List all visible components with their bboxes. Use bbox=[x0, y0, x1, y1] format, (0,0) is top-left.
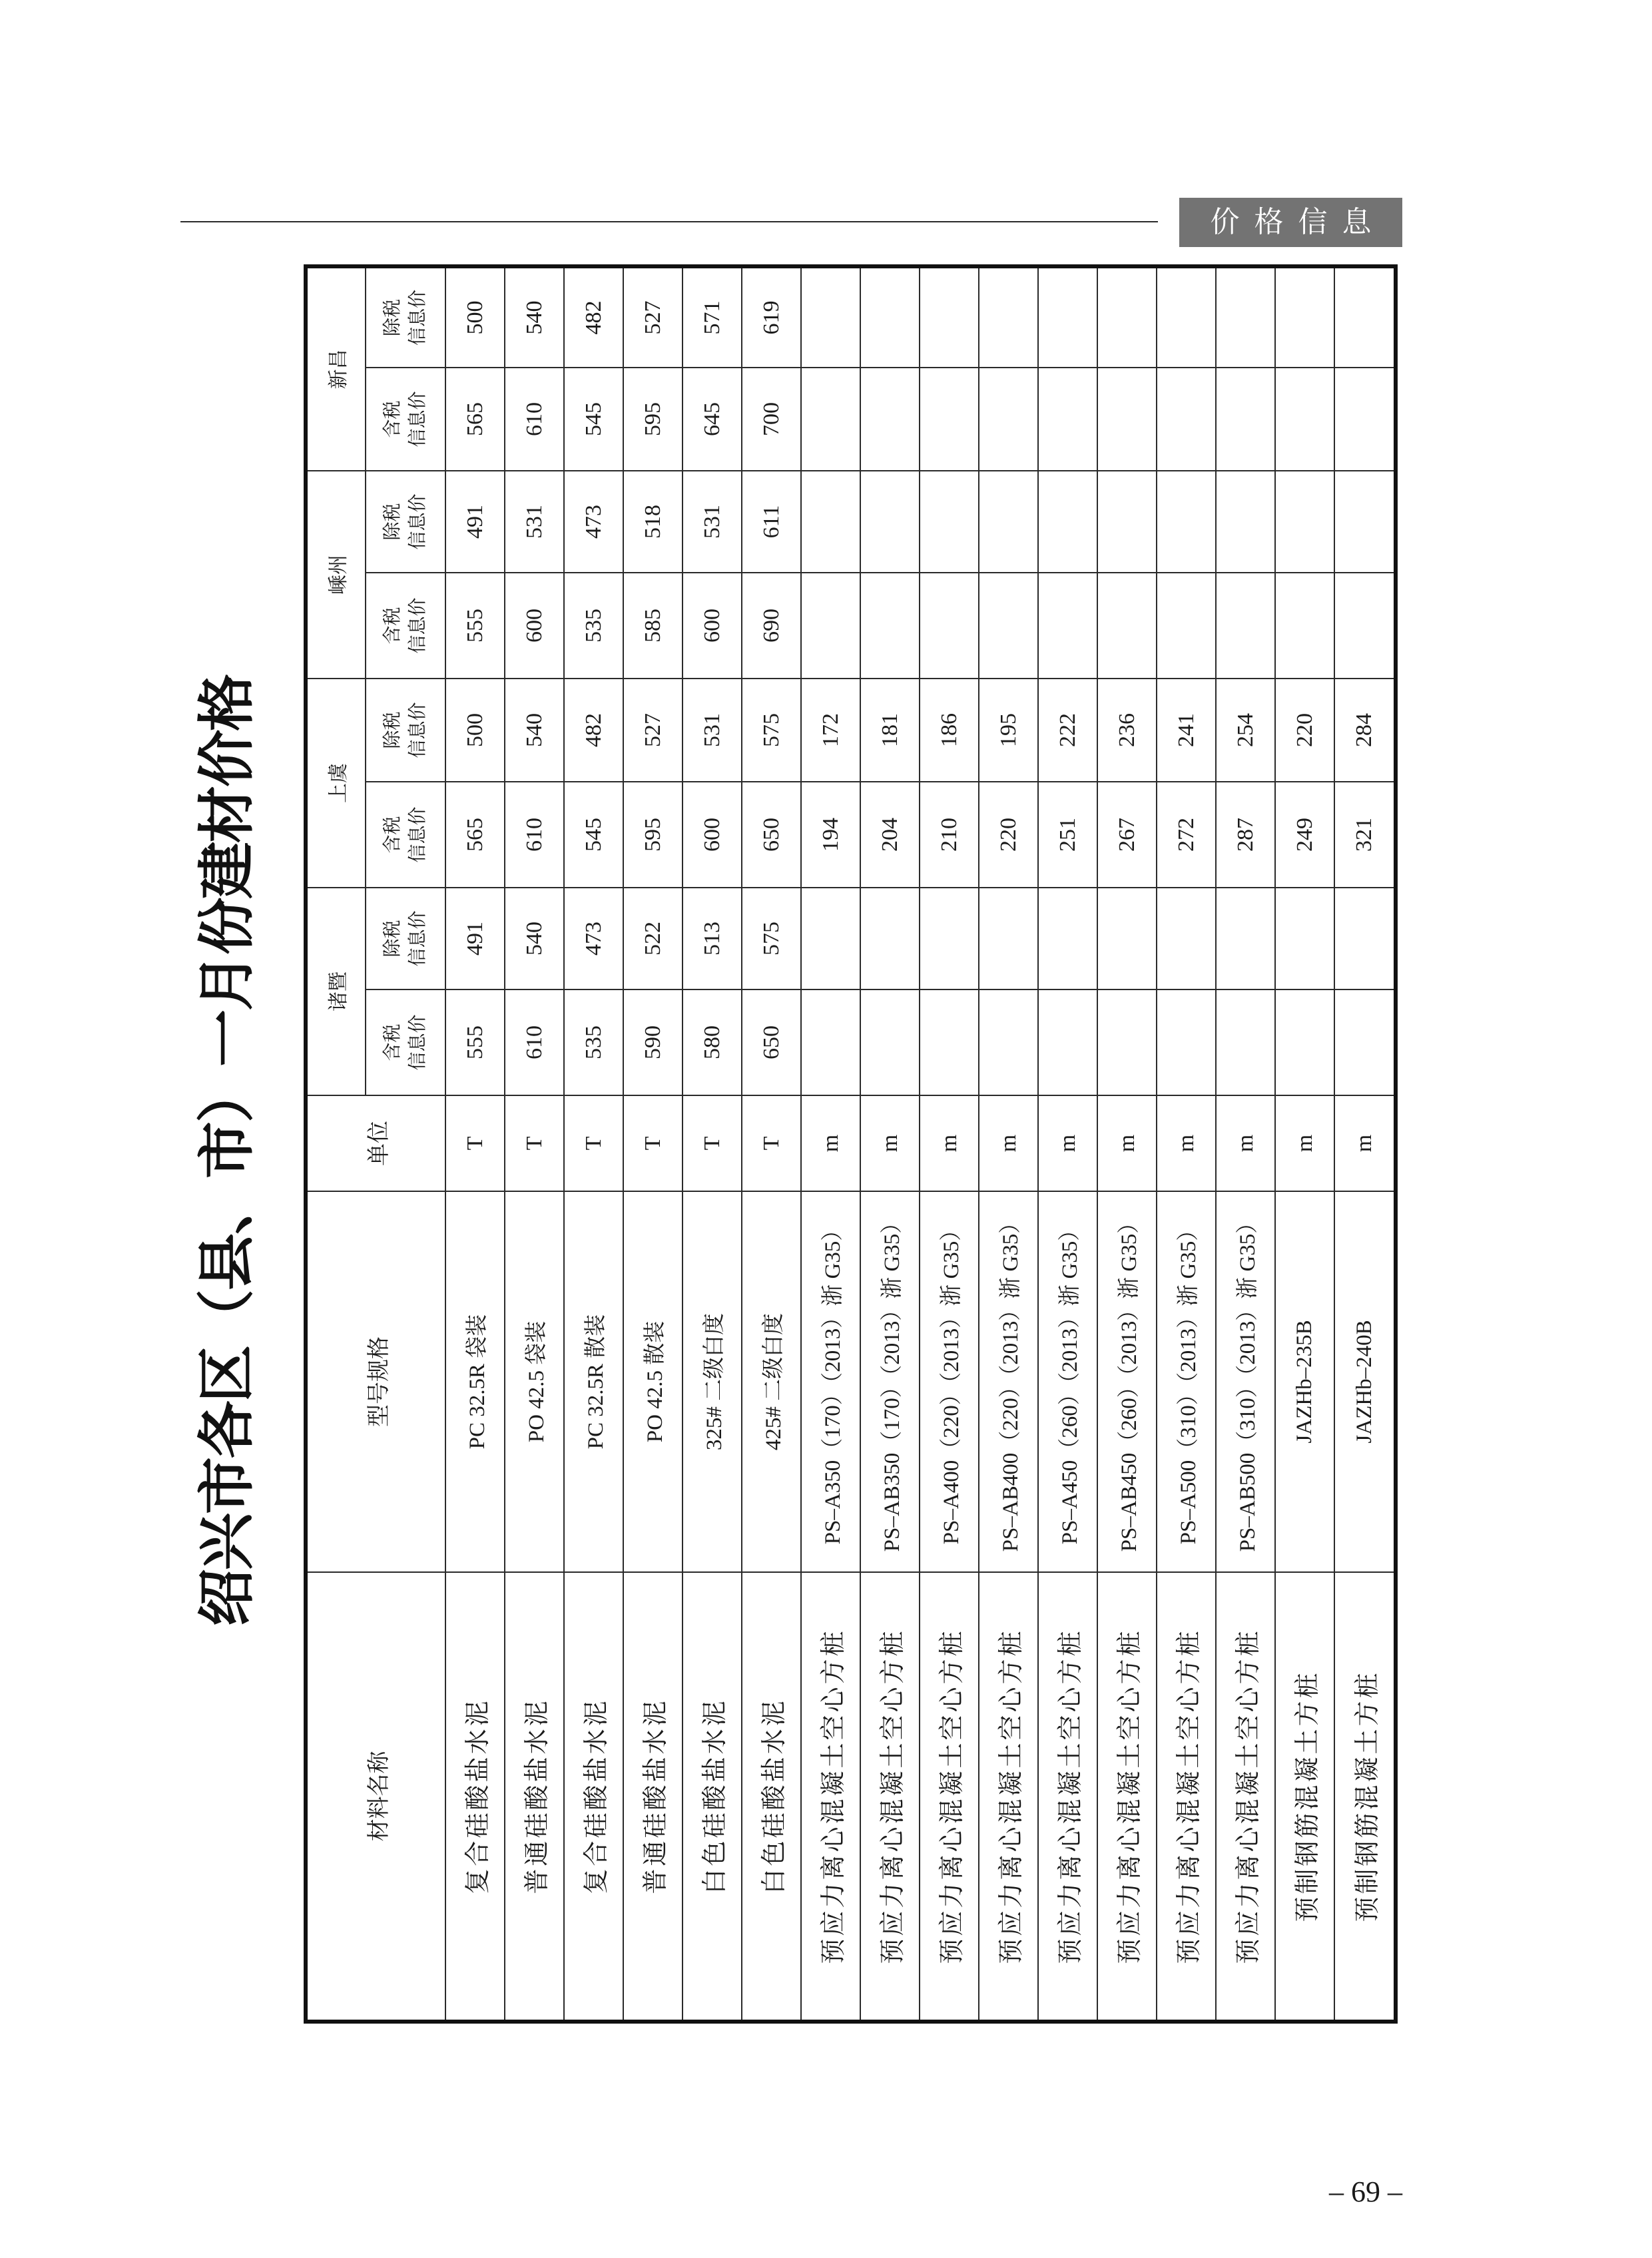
price-cell-xinchang-tax-excluded: 571 bbox=[683, 268, 742, 368]
price-cell-shangyu-tax-included: 595 bbox=[623, 782, 683, 888]
column-header-material-name: 材料名称 bbox=[308, 1572, 445, 2020]
price-cell-zhuji-tax-excluded: 491 bbox=[445, 888, 505, 989]
price-cell-shengzhou-tax-excluded bbox=[1097, 471, 1157, 573]
price-cell-shengzhou-tax-excluded: 531 bbox=[683, 471, 742, 573]
price-cell-xinchang-tax-included: 595 bbox=[623, 368, 683, 471]
price-cell-shangyu-tax-excluded: 531 bbox=[683, 679, 742, 782]
table-row bbox=[623, 268, 683, 2020]
unit-cell: m bbox=[1097, 1095, 1157, 1191]
price-cell-shangyu-tax-excluded: 241 bbox=[1157, 679, 1216, 782]
price-cell-shangyu-tax-excluded: 284 bbox=[1334, 679, 1394, 782]
price-cell-xinchang-tax-included bbox=[920, 368, 979, 471]
region-header-xinchang: 新昌 bbox=[308, 268, 366, 471]
price-cell-xinchang-tax-excluded bbox=[1216, 268, 1275, 368]
table-row bbox=[445, 268, 505, 2020]
price-cell-zhuji-tax-excluded bbox=[1216, 888, 1275, 989]
material-name-cell: 预应力离心混凝土空心方桩 bbox=[979, 1572, 1038, 2020]
spec-cell: JAZHb–240B bbox=[1334, 1191, 1394, 1572]
price-cell-shengzhou-tax-excluded bbox=[1334, 471, 1394, 573]
price-cell-shangyu-tax-included: 194 bbox=[801, 782, 860, 888]
spec-cell: 325# 二级白度 bbox=[683, 1191, 742, 1572]
price-cell-xinchang-tax-excluded: 619 bbox=[742, 268, 801, 368]
price-cell-xinchang-tax-excluded bbox=[801, 268, 860, 368]
price-cell-zhuji-tax-included: 610 bbox=[505, 989, 564, 1095]
table-row bbox=[1097, 268, 1157, 2020]
price-cell-zhuji-tax-excluded: 513 bbox=[683, 888, 742, 989]
price-cell-shangyu-tax-included: 321 bbox=[1334, 782, 1394, 888]
price-cell-zhuji-tax-excluded bbox=[1038, 888, 1097, 989]
price-cell-shengzhou-tax-included bbox=[1334, 573, 1394, 679]
subheader-line: 含税 bbox=[382, 400, 403, 438]
subheader-tax-excluded bbox=[366, 679, 445, 782]
subheader-tax-excluded bbox=[366, 888, 445, 989]
price-cell-zhuji-tax-excluded bbox=[1334, 888, 1394, 989]
table-row bbox=[801, 268, 860, 2020]
table-row bbox=[505, 268, 564, 2020]
unit-cell: T bbox=[683, 1095, 742, 1191]
table-row bbox=[1038, 268, 1097, 2020]
price-cell-zhuji-tax-excluded bbox=[979, 888, 1038, 989]
unit-cell: T bbox=[564, 1095, 623, 1191]
price-cell-shangyu-tax-excluded: 540 bbox=[505, 679, 564, 782]
price-cell-shangyu-tax-excluded: 500 bbox=[445, 679, 505, 782]
price-cell-shangyu-tax-included: 251 bbox=[1038, 782, 1097, 888]
price-cell-xinchang-tax-included: 545 bbox=[564, 368, 623, 471]
unit-cell: m bbox=[1275, 1095, 1334, 1191]
material-name-cell: 预应力离心混凝土空心方桩 bbox=[920, 1572, 979, 2020]
subheader-tax-included bbox=[366, 989, 445, 1095]
subheader-line: 信息价 bbox=[408, 493, 428, 550]
price-table bbox=[304, 264, 1398, 2024]
price-cell-shengzhou-tax-included bbox=[1038, 573, 1097, 679]
price-cell-xinchang-tax-excluded bbox=[1097, 268, 1157, 368]
price-cell-zhuji-tax-included: 535 bbox=[564, 989, 623, 1095]
spec-cell: PS–AB500（310）（2013）浙 G35） bbox=[1216, 1191, 1275, 1572]
subheader-line: 除税 bbox=[382, 711, 403, 749]
price-cell-zhuji-tax-excluded bbox=[801, 888, 860, 989]
price-cell-xinchang-tax-included: 645 bbox=[683, 368, 742, 471]
material-name-cell: 预制钢筋混凝土方桩 bbox=[1334, 1572, 1394, 2020]
price-cell-xinchang-tax-excluded: 500 bbox=[445, 268, 505, 368]
price-cell-shengzhou-tax-excluded bbox=[1038, 471, 1097, 573]
unit-cell: m bbox=[860, 1095, 920, 1191]
price-cell-shengzhou-tax-excluded bbox=[920, 471, 979, 573]
subheader-tax-included bbox=[366, 573, 445, 679]
price-cell-shangyu-tax-included: 204 bbox=[860, 782, 920, 888]
price-cell-xinchang-tax-excluded bbox=[860, 268, 920, 368]
price-cell-zhuji-tax-excluded: 575 bbox=[742, 888, 801, 989]
subheader-line: 信息价 bbox=[408, 702, 428, 758]
price-cell-shangyu-tax-included: 545 bbox=[564, 782, 623, 888]
table-row bbox=[979, 268, 1038, 2020]
price-cell-zhuji-tax-included: 650 bbox=[742, 989, 801, 1095]
price-cell-xinchang-tax-excluded: 540 bbox=[505, 268, 564, 368]
price-cell-zhuji-tax-included bbox=[860, 989, 920, 1095]
price-cell-xinchang-tax-excluded bbox=[1275, 268, 1334, 368]
price-cell-shengzhou-tax-included: 600 bbox=[683, 573, 742, 679]
price-cell-zhuji-tax-included bbox=[1038, 989, 1097, 1095]
price-cell-xinchang-tax-excluded bbox=[1334, 268, 1394, 368]
material-name-cell: 预应力离心混凝土空心方桩 bbox=[1038, 1572, 1097, 2020]
price-cell-zhuji-tax-included bbox=[1275, 989, 1334, 1095]
price-cell-zhuji-tax-excluded: 473 bbox=[564, 888, 623, 989]
price-cell-xinchang-tax-included bbox=[1334, 368, 1394, 471]
price-cell-shengzhou-tax-included bbox=[801, 573, 860, 679]
price-cell-shangyu-tax-included: 210 bbox=[920, 782, 979, 888]
spec-cell: 425# 二级白度 bbox=[742, 1191, 801, 1572]
material-name-cell: 预应力离心混凝土空心方桩 bbox=[860, 1572, 920, 2020]
spec-cell: PS–AB350（170）（2013）浙 G35） bbox=[860, 1191, 920, 1572]
price-cell-zhuji-tax-excluded bbox=[1157, 888, 1216, 989]
price-cell-xinchang-tax-included: 565 bbox=[445, 368, 505, 471]
price-cell-shangyu-tax-excluded: 172 bbox=[801, 679, 860, 782]
region-header-shangyu: 上虞 bbox=[308, 679, 366, 888]
price-cell-zhuji-tax-included bbox=[1216, 989, 1275, 1095]
price-cell-shangyu-tax-included: 220 bbox=[979, 782, 1038, 888]
spec-cell: PS–A350（170）（2013）浙 G35） bbox=[801, 1191, 860, 1572]
page-number: – 69 – bbox=[1329, 2175, 1402, 2208]
price-cell-shengzhou-tax-included bbox=[979, 573, 1038, 679]
price-cell-zhuji-tax-excluded bbox=[920, 888, 979, 989]
price-cell-shangyu-tax-included: 249 bbox=[1275, 782, 1334, 888]
price-cell-shengzhou-tax-excluded: 531 bbox=[505, 471, 564, 573]
price-cell-shangyu-tax-included: 287 bbox=[1216, 782, 1275, 888]
column-header-unit: 单位 bbox=[308, 1095, 445, 1191]
unit-cell: m bbox=[1157, 1095, 1216, 1191]
table-row bbox=[1334, 268, 1394, 2020]
price-cell-shangyu-tax-excluded: 222 bbox=[1038, 679, 1097, 782]
table-row bbox=[1157, 268, 1216, 2020]
price-cell-zhuji-tax-included bbox=[1334, 989, 1394, 1095]
price-cell-shangyu-tax-excluded: 236 bbox=[1097, 679, 1157, 782]
material-name-cell: 复合硅酸盐水泥 bbox=[445, 1572, 505, 2020]
price-cell-xinchang-tax-included bbox=[860, 368, 920, 471]
price-cell-shengzhou-tax-included: 600 bbox=[505, 573, 564, 679]
price-cell-shengzhou-tax-included: 690 bbox=[742, 573, 801, 679]
price-cell-xinchang-tax-excluded bbox=[920, 268, 979, 368]
material-name-cell: 预应力离心混凝土空心方桩 bbox=[1157, 1572, 1216, 2020]
price-cell-shangyu-tax-included: 610 bbox=[505, 782, 564, 888]
spec-cell: PS–A450（260）（2013）浙 G35） bbox=[1038, 1191, 1097, 1572]
price-cell-shengzhou-tax-included bbox=[920, 573, 979, 679]
unit-cell: m bbox=[1038, 1095, 1097, 1191]
spec-cell: PC 32.5R 散装 bbox=[564, 1191, 623, 1572]
price-cell-zhuji-tax-excluded bbox=[1275, 888, 1334, 989]
price-cell-shengzhou-tax-included: 555 bbox=[445, 573, 505, 679]
price-cell-xinchang-tax-included: 700 bbox=[742, 368, 801, 471]
table-row bbox=[742, 268, 801, 2020]
price-cell-zhuji-tax-included: 580 bbox=[683, 989, 742, 1095]
price-cell-shengzhou-tax-excluded: 518 bbox=[623, 471, 683, 573]
table-row bbox=[1216, 268, 1275, 2020]
price-cell-shengzhou-tax-included bbox=[860, 573, 920, 679]
price-cell-xinchang-tax-included bbox=[1157, 368, 1216, 471]
subheader-line: 含税 bbox=[382, 1023, 403, 1061]
price-cell-zhuji-tax-excluded: 522 bbox=[623, 888, 683, 989]
price-cell-zhuji-tax-included: 555 bbox=[445, 989, 505, 1095]
unit-cell: T bbox=[505, 1095, 564, 1191]
column-header-spec: 型号规格 bbox=[308, 1191, 445, 1572]
price-cell-xinchang-tax-included bbox=[1038, 368, 1097, 471]
material-name-cell: 预应力离心混凝土空心方桩 bbox=[1216, 1572, 1275, 2020]
price-cell-xinchang-tax-excluded: 527 bbox=[623, 268, 683, 368]
price-cell-zhuji-tax-included bbox=[1157, 989, 1216, 1095]
price-cell-shengzhou-tax-included bbox=[1216, 573, 1275, 679]
price-cell-shangyu-tax-excluded: 575 bbox=[742, 679, 801, 782]
price-cell-xinchang-tax-excluded bbox=[1157, 268, 1216, 368]
table-row bbox=[920, 268, 979, 2020]
price-cell-shengzhou-tax-included: 585 bbox=[623, 573, 683, 679]
subheader-line: 含税 bbox=[382, 607, 403, 645]
price-cell-xinchang-tax-included bbox=[1275, 368, 1334, 471]
price-cell-xinchang-tax-included: 610 bbox=[505, 368, 564, 471]
price-cell-zhuji-tax-included: 590 bbox=[623, 989, 683, 1095]
material-name-cell: 普通硅酸盐水泥 bbox=[623, 1572, 683, 2020]
price-cell-shengzhou-tax-included bbox=[1157, 573, 1216, 679]
spec-cell: PO 42.5 散装 bbox=[623, 1191, 683, 1572]
price-cell-shangyu-tax-excluded: 220 bbox=[1275, 679, 1334, 782]
spec-cell: PO 42.5 袋装 bbox=[505, 1191, 564, 1572]
subheader-line: 信息价 bbox=[408, 910, 428, 967]
subheader-line: 除税 bbox=[382, 920, 403, 958]
table-row bbox=[683, 268, 742, 2020]
price-cell-shengzhou-tax-excluded bbox=[1157, 471, 1216, 573]
price-cell-zhuji-tax-included bbox=[1097, 989, 1157, 1095]
table-row bbox=[564, 268, 623, 2020]
price-cell-shangyu-tax-included: 272 bbox=[1157, 782, 1216, 888]
price-cell-zhuji-tax-included bbox=[801, 989, 860, 1095]
price-table-grid bbox=[308, 268, 1394, 2020]
unit-cell: T bbox=[742, 1095, 801, 1191]
price-cell-shengzhou-tax-excluded bbox=[801, 471, 860, 573]
material-name-cell: 普通硅酸盐水泥 bbox=[505, 1572, 564, 2020]
price-cell-shangyu-tax-excluded: 254 bbox=[1216, 679, 1275, 782]
price-cell-shengzhou-tax-excluded: 491 bbox=[445, 471, 505, 573]
price-cell-zhuji-tax-excluded bbox=[860, 888, 920, 989]
unit-cell: m bbox=[979, 1095, 1038, 1191]
price-cell-zhuji-tax-excluded bbox=[1097, 888, 1157, 989]
unit-cell: m bbox=[801, 1095, 860, 1191]
price-cell-shangyu-tax-excluded: 195 bbox=[979, 679, 1038, 782]
spec-cell: JAZHb–235B bbox=[1275, 1191, 1334, 1572]
price-cell-shangyu-tax-included: 600 bbox=[683, 782, 742, 888]
unit-cell: m bbox=[920, 1095, 979, 1191]
header-row-regions bbox=[308, 268, 366, 2020]
price-cell-shangyu-tax-excluded: 527 bbox=[623, 679, 683, 782]
material-name-cell: 预应力离心混凝土空心方桩 bbox=[1097, 1572, 1157, 2020]
table-body bbox=[445, 268, 1394, 2020]
subheader-line: 信息价 bbox=[408, 1014, 428, 1071]
page-title: 绍兴市各区（县、市）一月份建材价格 bbox=[195, 675, 259, 1626]
region-header-zhuji: 诸暨 bbox=[308, 888, 366, 1095]
price-cell-zhuji-tax-excluded: 540 bbox=[505, 888, 564, 989]
price-cell-shangyu-tax-excluded: 181 bbox=[860, 679, 920, 782]
material-name-cell: 预应力离心混凝土空心方桩 bbox=[801, 1572, 860, 2020]
unit-cell: T bbox=[445, 1095, 505, 1191]
spec-cell: PS–A500（310）（2013）浙 G35） bbox=[1157, 1191, 1216, 1572]
unit-cell: T bbox=[623, 1095, 683, 1191]
table-row bbox=[1275, 268, 1334, 2020]
unit-cell: m bbox=[1334, 1095, 1394, 1191]
price-cell-shangyu-tax-excluded: 186 bbox=[920, 679, 979, 782]
subheader-line: 除税 bbox=[382, 503, 403, 541]
subheader-line: 信息价 bbox=[408, 806, 428, 863]
price-cell-xinchang-tax-included bbox=[979, 368, 1038, 471]
section-label: 价格信息 bbox=[1179, 198, 1402, 247]
spec-cell: PS–A400（220）（2013）浙 G35） bbox=[920, 1191, 979, 1572]
price-cell-xinchang-tax-included bbox=[1216, 368, 1275, 471]
price-cell-shangyu-tax-included: 267 bbox=[1097, 782, 1157, 888]
price-cell-shangyu-tax-included: 565 bbox=[445, 782, 505, 888]
price-cell-xinchang-tax-included bbox=[801, 368, 860, 471]
spec-cell: PC 32.5R 袋装 bbox=[445, 1191, 505, 1572]
price-cell-zhuji-tax-included bbox=[979, 989, 1038, 1095]
price-cell-shangyu-tax-excluded: 482 bbox=[564, 679, 623, 782]
price-cell-xinchang-tax-excluded bbox=[979, 268, 1038, 368]
table-row bbox=[860, 268, 920, 2020]
header-rule bbox=[180, 221, 1158, 222]
price-cell-shengzhou-tax-excluded bbox=[1216, 471, 1275, 573]
spec-cell: PS–AB450（260）（2013）浙 G35） bbox=[1097, 1191, 1157, 1572]
subheader-tax-included bbox=[366, 782, 445, 888]
material-name-cell: 白色硅酸盐水泥 bbox=[742, 1572, 801, 2020]
region-header-shengzhou: 嵊州 bbox=[308, 471, 366, 679]
price-cell-xinchang-tax-included bbox=[1097, 368, 1157, 471]
price-cell-shengzhou-tax-included bbox=[1097, 573, 1157, 679]
price-cell-shengzhou-tax-excluded bbox=[1275, 471, 1334, 573]
price-cell-shengzhou-tax-excluded bbox=[860, 471, 920, 573]
subheader-tax-excluded bbox=[366, 268, 445, 368]
price-cell-shengzhou-tax-excluded: 473 bbox=[564, 471, 623, 573]
price-cell-shengzhou-tax-included: 535 bbox=[564, 573, 623, 679]
spec-cell: PS–AB400（220）（2013）浙 G35） bbox=[979, 1191, 1038, 1572]
subheader-line: 信息价 bbox=[408, 391, 428, 447]
price-cell-shengzhou-tax-excluded: 611 bbox=[742, 471, 801, 573]
subheader-line: 除税 bbox=[382, 299, 403, 337]
price-cell-xinchang-tax-excluded: 482 bbox=[564, 268, 623, 368]
material-name-cell: 白色硅酸盐水泥 bbox=[683, 1572, 742, 2020]
price-cell-shengzhou-tax-excluded bbox=[979, 471, 1038, 573]
subheader-line: 含税 bbox=[382, 816, 403, 854]
material-name-cell: 复合硅酸盐水泥 bbox=[564, 1572, 623, 2020]
price-cell-zhuji-tax-included bbox=[920, 989, 979, 1095]
material-name-cell: 预制钢筋混凝土方桩 bbox=[1275, 1572, 1334, 2020]
price-cell-shengzhou-tax-included bbox=[1275, 573, 1334, 679]
subheader-tax-included bbox=[366, 368, 445, 471]
subheader-line: 信息价 bbox=[408, 597, 428, 654]
unit-cell: m bbox=[1216, 1095, 1275, 1191]
price-cell-xinchang-tax-excluded bbox=[1038, 268, 1097, 368]
subheader-line: 信息价 bbox=[408, 290, 428, 346]
subheader-tax-excluded bbox=[366, 471, 445, 573]
price-cell-shangyu-tax-included: 650 bbox=[742, 782, 801, 888]
